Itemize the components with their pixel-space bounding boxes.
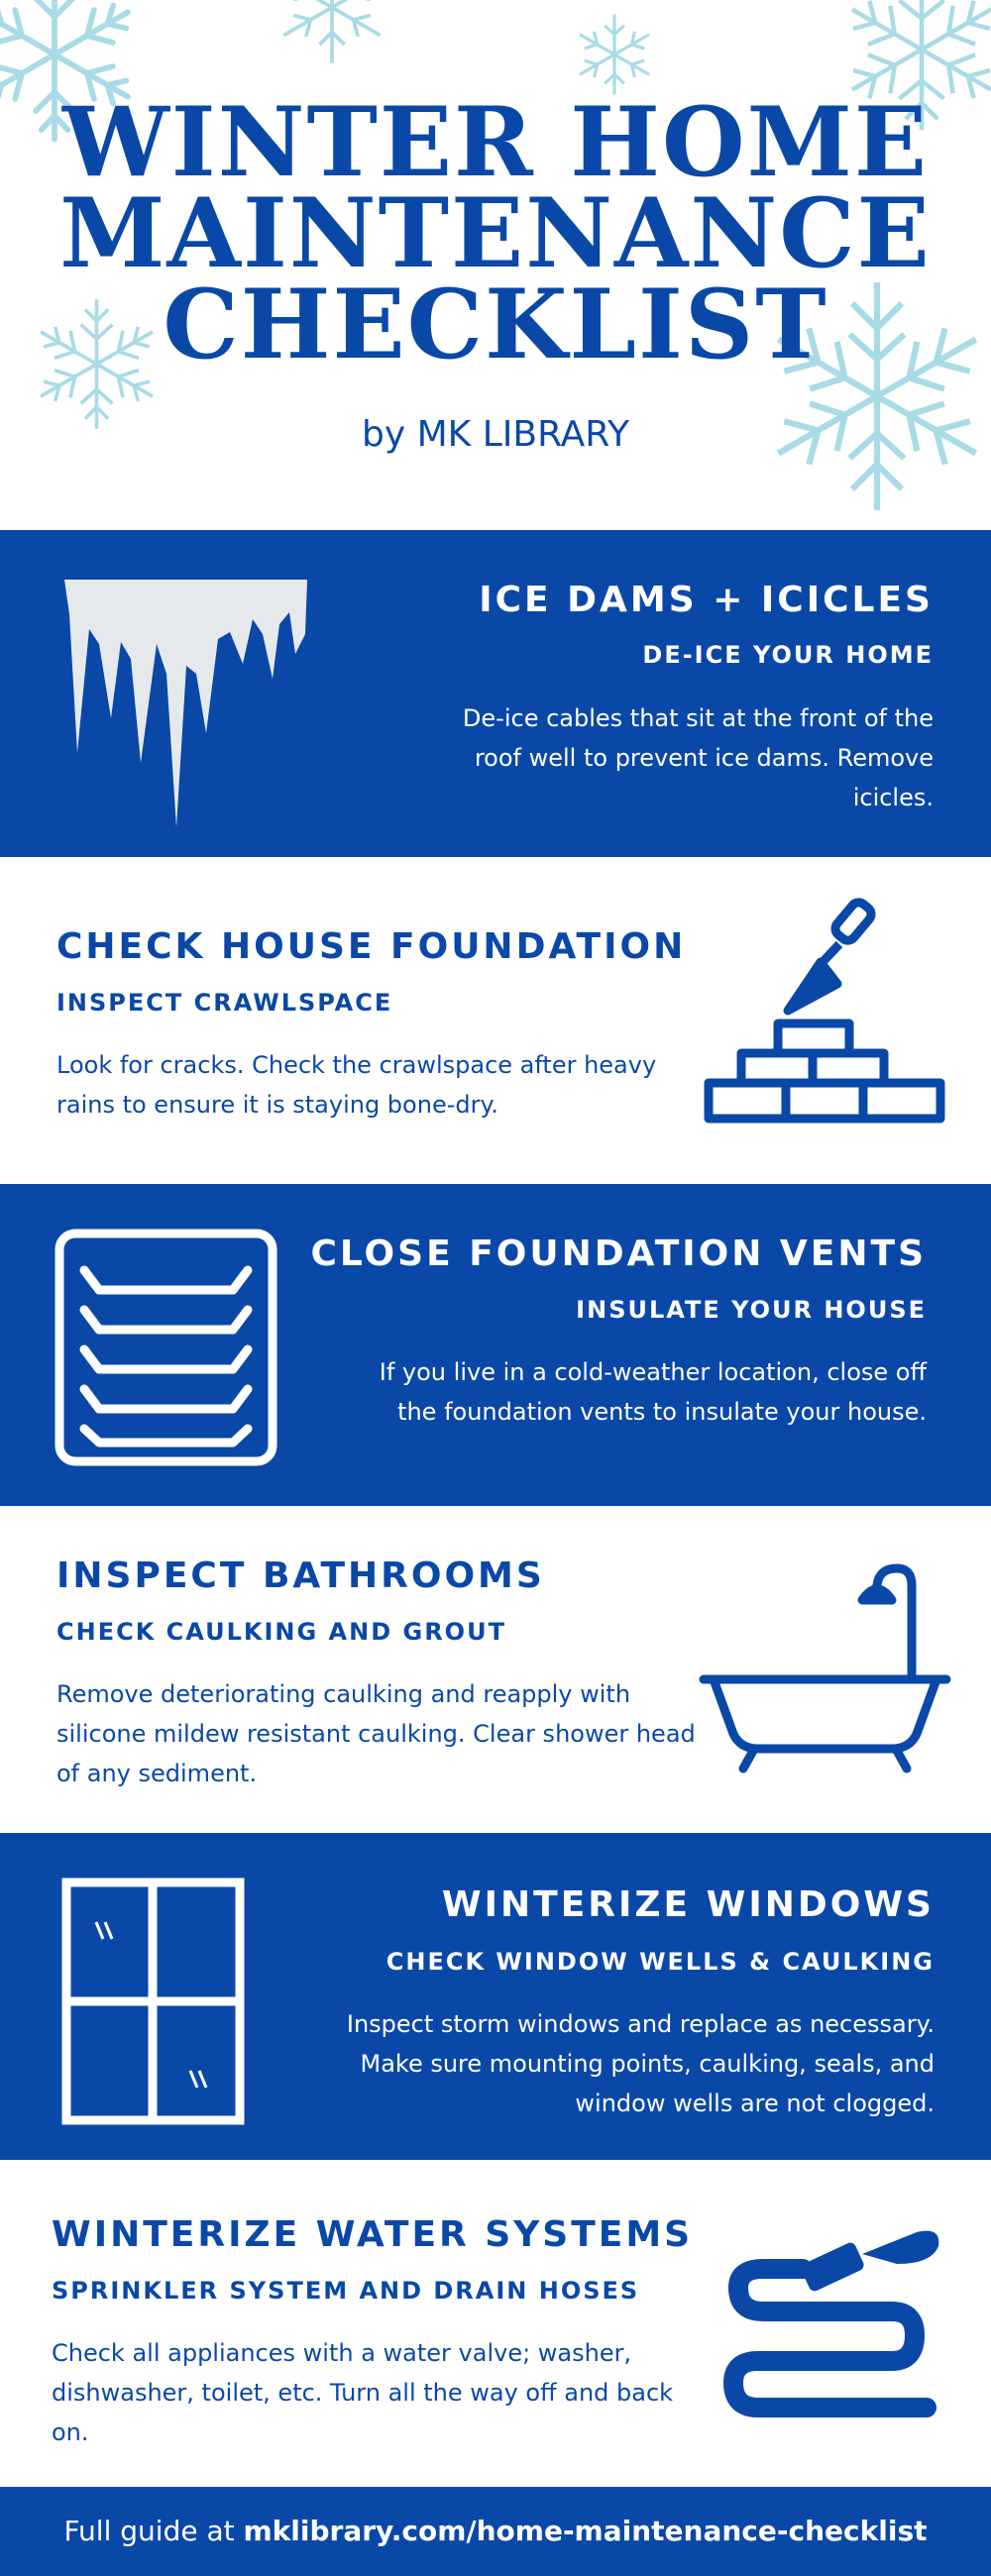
title-line: WINTER HOME bbox=[61, 86, 930, 198]
section-subtitle: INSULATE YOUR HOUSE bbox=[576, 1296, 927, 1324]
section-title: WINTERIZE WATER SYSTEMS bbox=[52, 2214, 694, 2255]
section-title: ICE DAMS + ICICLES bbox=[479, 580, 934, 620]
header bbox=[0, 0, 991, 530]
section-winterize-windows bbox=[0, 1833, 991, 2160]
section-body: Inspect storm windows and replace as necessary. Make sure mounting points, caulking, seals, and window wells are not clogged. bbox=[346, 2010, 935, 2117]
section-title: CHECK HOUSE FOUNDATION bbox=[56, 926, 687, 967]
icicles-icon bbox=[59, 575, 312, 832]
bathtub-icon bbox=[699, 1560, 951, 1783]
section-title: INSPECT BATHROOMS bbox=[56, 1556, 545, 1596]
section-body: Look for cracks. Check the crawlspace after heavy rains to ensure it is staying bone-dry. bbox=[56, 1051, 657, 1119]
footer-prefix: Full guide at bbox=[63, 2515, 244, 2547]
footer-link[interactable]: mklibrary.com/home-maintenance-checklist bbox=[243, 2515, 928, 2547]
section-subtitle: CHECK WINDOW WELLS & CAULKING bbox=[385, 1948, 935, 1976]
section-subtitle: CHECK CAULKING AND GROUT bbox=[56, 1618, 506, 1646]
snowflake-icon bbox=[268, 0, 396, 69]
section-subtitle: INSPECT CRAWLSPACE bbox=[56, 989, 393, 1017]
window-icon bbox=[61, 1878, 245, 2125]
section-water-systems bbox=[0, 2160, 991, 2487]
section-body: Check all appliances with a water valve; washer, dishwasher, toilet, etc. Turn all the way off and back on. bbox=[52, 2339, 674, 2446]
section-foundation-vents bbox=[0, 1184, 991, 1506]
section-body: De-ice cables that sit at the front of the roof well to prevent ice dams. Remove icicles. bbox=[462, 704, 934, 811]
section-title: WINTERIZE WINDOWS bbox=[441, 1884, 935, 1925]
section-house-foundation bbox=[0, 857, 991, 1184]
section-body: Remove deteriorating caulking and reapply with silicone mildew resistant caulking. Clear shower head of any sediment. bbox=[56, 1680, 696, 1787]
hose-icon bbox=[718, 2224, 946, 2432]
section-subtitle: SPRINKLER SYSTEM AND DRAIN HOSES bbox=[52, 2277, 640, 2305]
section-body: If you live in a cold-weather location, close off the foundation vents to insulate your house. bbox=[379, 1358, 927, 1426]
section-subtitle: DE-ICE YOUR HOME bbox=[642, 641, 934, 669]
title-line: CHECKLIST bbox=[163, 268, 828, 380]
page-title bbox=[0, 86, 991, 380]
footer bbox=[0, 2487, 991, 2576]
section-ice-dams bbox=[0, 530, 991, 857]
trowel-bricks-icon bbox=[704, 897, 951, 1139]
vent-icon bbox=[55, 1229, 277, 1466]
title-line: MAINTENANCE bbox=[59, 177, 932, 289]
section-title: CLOSE FOUNDATION VENTS bbox=[310, 1234, 927, 1274]
byline: by MK LIBRARY bbox=[362, 414, 629, 455]
section-bathrooms bbox=[0, 1506, 991, 1833]
